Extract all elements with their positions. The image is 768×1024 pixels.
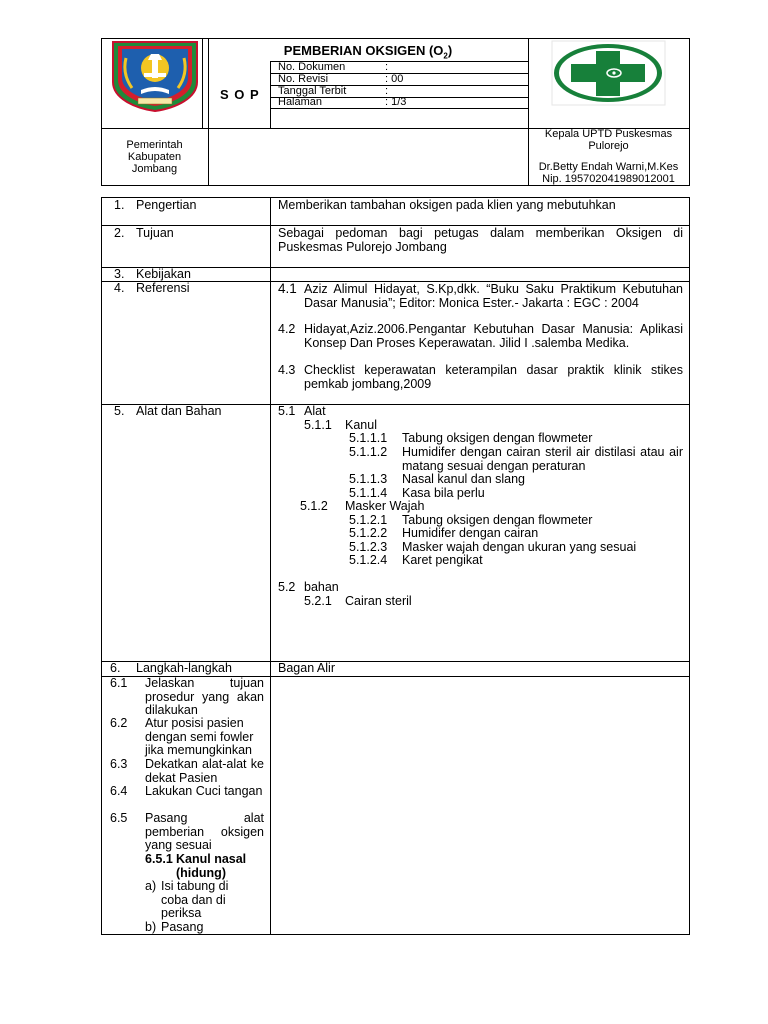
bahan-heading-number: 5.2 [278, 580, 296, 594]
section-6-label: Langkah-langkah [136, 661, 232, 675]
step-number: 6.3 [110, 757, 128, 771]
step-item [110, 677, 264, 718]
section-2-text: Sebagai pedoman bagi petugas dalam memberikan Oksigen di Puskesmas Pulorejo Jombang [278, 226, 683, 254]
meta-value-tanggal-terbit: : [385, 85, 389, 97]
step-text: Dekatkan alat-alat ke dekat Pasien [145, 757, 264, 785]
substep-number: 6.5.1 [145, 852, 173, 866]
meta-value-no-revisi: : 00 [385, 73, 404, 85]
masker-item-number: 5.1.2.1 [349, 513, 388, 527]
step-text: Jelaskan tujuan prosedur yang akan dilakukan [145, 676, 264, 718]
step-item [110, 758, 264, 785]
step-number: 6.5 [110, 811, 128, 825]
reference-number: 4.2 [278, 322, 296, 336]
section-5-number: 5. [114, 404, 125, 418]
masker-number: 5.1.2 [300, 499, 328, 513]
step-text: Pasang alat pemberian oksigen yang sesuai [145, 811, 264, 853]
step-item [110, 785, 264, 799]
cairan-label: Cairan steril [345, 594, 412, 608]
left-org-line-2: Kabupaten [127, 151, 182, 163]
reference-text: Hidayat,Aziz.2006.Pengantar Kebutuhan Dasar Manusia: Aplikasi Konsep Dan Proses Keperawatan. Jilid I .salemba Medika. [304, 322, 683, 350]
alat-heading: Alat [304, 404, 326, 418]
cairan-number: 5.2.1 [304, 594, 332, 608]
step-number: 6.4 [110, 784, 128, 798]
kanul-item-number: 5.1.1.2 [349, 445, 388, 459]
section-5-label: Alat dan Bahan [136, 404, 222, 418]
left-org-line-1: Pemerintah [126, 139, 183, 151]
section-1-label: Pengertian [136, 198, 197, 212]
reference-text: Aziz Alimul Hidayat, S.Kp,dkk. “Buku Saku Praktikum Kebutuhan Dasar Manusia”; Editor: Monica Ester.- Jakarta : EGC : 2004 [304, 282, 683, 310]
substep-label: Kanul nasal (hidung) [176, 852, 247, 880]
masker-heading: Masker Wajah [345, 499, 425, 513]
document-title: PEMBERIAN OKSIGEN $(O_2)$ [283, 43, 453, 61]
section-2-label: Tujuan [136, 226, 174, 240]
substep-item [145, 921, 245, 935]
section-3-label: Kebijakan [136, 267, 191, 281]
kanul-item-text: Nasal kanul dan slang [402, 472, 525, 486]
step-number: 6.2 [110, 716, 128, 730]
kanul-item-text: Tabung oksigen dengan flowmeter [402, 431, 593, 445]
right-org-signatory [528, 128, 689, 185]
reference-number: 4.3 [278, 363, 296, 377]
meta-value-no-dokumen: : [385, 61, 389, 73]
substep-item-text: Isi tabung di coba dan di periksa [161, 879, 229, 921]
substep-item [145, 880, 245, 921]
puskesmas-logo [551, 40, 666, 106]
step-item [110, 812, 264, 853]
kanul-number: 5.1.1 [304, 418, 332, 432]
substep-heading [145, 853, 264, 880]
section-3-number: 3. [114, 267, 125, 281]
left-org-line-3: Jombang [131, 163, 178, 175]
meta-label-tanggal-terbit: Tanggal Terbit [278, 85, 347, 97]
masker-item-text: Masker wajah dengan ukuran yang sesuai [402, 540, 637, 554]
right-org-name: Dr.Betty Endah Warni,M.Kes [538, 161, 679, 173]
masker-item-number: 5.1.2.3 [349, 540, 388, 554]
masker-item-text: Humidifer dengan cairan [402, 526, 539, 540]
reference-item [278, 282, 683, 310]
masker-item-number: 5.1.2.4 [349, 553, 388, 567]
step-text: Atur posisi pasien dengan semi fowler jika memungkinkan [145, 716, 254, 758]
masker-item-number: 5.1.2.2 [349, 526, 388, 540]
meta-label-halaman: Halaman [278, 96, 323, 108]
bahan-heading: bahan [304, 580, 339, 594]
substep-item-text: Pasang [161, 920, 204, 934]
section-4-label: Referensi [136, 281, 190, 295]
sop-label: S O P [220, 87, 260, 102]
kanul-item-number: 5.1.1.3 [349, 472, 388, 486]
step-item [110, 717, 264, 758]
kanul-item-text: Humidifer dengan cairan steril air distilasi atau air matang sesuai dengan peraturan [402, 445, 683, 473]
meta-value-halaman: : 1/3 [385, 96, 407, 108]
substep-item-letter: b) [145, 920, 157, 934]
meta-label-no-revisi: No. Revisi [278, 73, 329, 85]
reference-item [278, 364, 683, 391]
masker-item-text: Tabung oksigen dengan flowmeter [402, 513, 593, 527]
jombang-emblem-logo [110, 40, 200, 112]
right-org-nip: Nip. 195702041989012001 [542, 173, 675, 185]
section-1-number: 1. [114, 198, 125, 212]
bagan-alir-label: Bagan Alir [278, 661, 335, 675]
right-org-title-1: Kepala UPTD Puskesmas [544, 128, 673, 140]
alat-heading-number: 5.1 [278, 404, 296, 418]
section-6-number: 6. [110, 661, 121, 675]
masker-item-text: Karet pengikat [402, 553, 483, 567]
reference-number: 4.1 [278, 281, 297, 296]
kanul-item-text: Kasa bila perlu [402, 486, 485, 500]
kanul-heading: Kanul [345, 418, 377, 432]
kanul-item-number: 5.1.1.4 [349, 486, 388, 500]
step-text: Lakukan Cuci tangan [145, 784, 263, 798]
section-4-number: 4. [114, 281, 125, 295]
section-2-number: 2. [114, 226, 125, 240]
left-org-name [101, 139, 208, 175]
reference-item [278, 323, 683, 350]
reference-text: Checklist keperawatan keterampilan dasar praktik klinik stikes pemkab jombang,2009 [304, 363, 683, 391]
step-number: 6.1 [110, 676, 128, 690]
section-1-text: Memberikan tambahan oksigen pada klien yang mebutuhkan [278, 198, 616, 212]
substep-item-letter: a) [145, 879, 157, 893]
right-org-title-2: Pulorejo [588, 140, 629, 152]
meta-label-no-dokumen: No. Dokumen [278, 61, 346, 73]
kanul-item-number: 5.1.1.1 [349, 431, 388, 445]
